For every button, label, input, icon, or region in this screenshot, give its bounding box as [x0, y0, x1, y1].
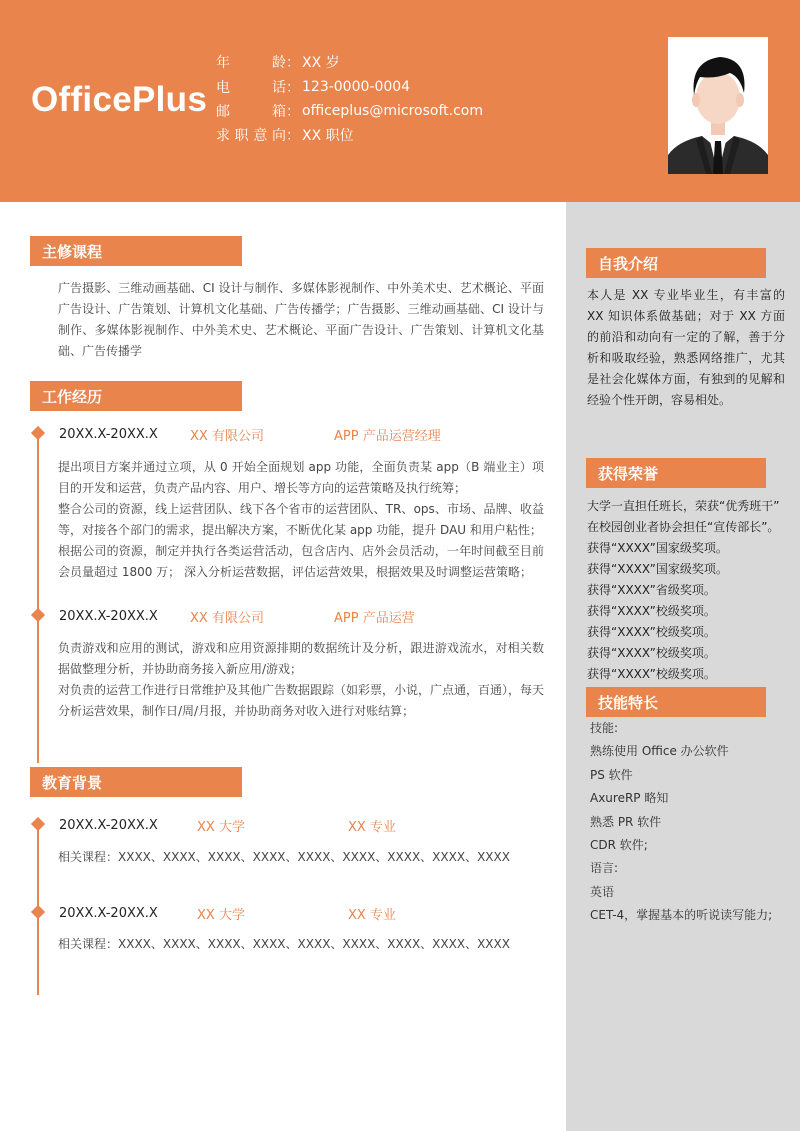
section-title-honors: 获得荣誉 [586, 458, 766, 488]
intro-text: 本人是 XX 专业毕业生，有丰富的 XX 知识体系做基础；对于 XX 方面的前沿和动向有一定的了解，善于分析和吸取经验，熟悉网络推广，尤其是社会化媒体方面，有独到的见解和经验个性开朗，容易相处。 [587, 288, 785, 407]
timeline-diamond-icon [31, 817, 45, 831]
skill-item: PS 软件 [590, 767, 633, 782]
skills-list [590, 717, 795, 928]
info-age-value: XX 岁 [302, 55, 340, 71]
work-line: 整合公司的资源，线上运营团队、线下各个省市的运营团队、TR、ops、市场、品牌、收益等，对接各个部门的需求，提出解决方案，不断优化某 app 功能，提升 DAU 和用户粘性； [58, 502, 544, 537]
honor-item: 大学一直担任班长，荣获“优秀班干” [587, 499, 780, 513]
info-separator: ： [286, 55, 300, 71]
honor-item: 获得“XXXX”国家级奖项。 [587, 562, 728, 576]
info-objective-value: XX 职位 [302, 128, 354, 144]
work-description [58, 638, 544, 722]
honor-item: 获得“XXXX”校级奖项。 [587, 667, 716, 681]
work-company: XX 有限公司 [190, 428, 264, 444]
info-phone [216, 75, 410, 99]
skill-item: CDR 软件; [590, 837, 648, 852]
skill-item: CET-4，掌握基本的听说读写能力; [590, 908, 773, 923]
work-date: 20XX.X-20XX.X [59, 426, 158, 442]
avatar [668, 37, 768, 174]
honor-item: 在校园创业者协会担任“宣传部长”。 [587, 520, 780, 534]
info-email-value: officeplus@microsoft.com [302, 103, 483, 119]
work-company: XX 有限公司 [190, 610, 264, 626]
info-separator: ： [286, 80, 300, 96]
work-line: 根据公司的资源，制定并执行各类运营活动，包含店内、店外会员活动，一年时间截至目前会员量超过 1800 万； 深入分析运营数据，评估运营效果，根据效果及时调整运营策略； [58, 544, 544, 579]
work-description [58, 457, 544, 583]
courses-text: 广告摄影、三维动画基础、CI 设计与制作、多媒体影视制作、中外美术史、艺术概论、平面广告设计、广告策划、计算机文化基础、广告传播学；广告摄影、三维动画基础、CI 设计与制作、多媒体影视制作、中外美术史、艺术概论、平面广告设计、广告策划、计算机文化基础、广告传播学 [58, 281, 544, 358]
education-date: 20XX.X-20XX.X [59, 905, 158, 921]
section-title-education: 教育背景 [30, 767, 242, 797]
education-school: XX 大学 [197, 907, 245, 923]
info-email [216, 99, 483, 123]
info-separator: ： [286, 128, 300, 144]
honor-item: 获得“XXXX”国家级奖项。 [587, 541, 728, 555]
education-entry-header [59, 815, 539, 835]
timeline-diamond-icon [31, 426, 45, 440]
timeline-diamond-icon [31, 608, 45, 622]
avatar-icon [668, 37, 768, 174]
brand-logo: OfficePlus [31, 80, 208, 119]
skill-item: 熟练使用 Office 办公软件 [590, 744, 729, 759]
work-date: 20XX.X-20XX.X [59, 608, 158, 624]
info-age-label: 年龄 [216, 55, 286, 71]
skill-item: 技能: [590, 721, 619, 735]
skill-item: 语言: [590, 861, 619, 876]
honors-list [587, 496, 797, 685]
work-entry-header [59, 606, 539, 626]
info-objective-label: 求职意向 [216, 128, 286, 144]
info-phone-value: 123-0000-0004 [302, 79, 411, 95]
timeline-diamond-icon [31, 905, 45, 919]
education-date: 20XX.X-20XX.X [59, 817, 158, 833]
work-entry-header [59, 424, 539, 444]
section-title-intro: 自我介绍 [586, 248, 766, 278]
education-courses: 相关课程：XXXX、XXXX、XXXX、XXXX、XXXX、XXXX、XXXX、XXXX、XXXX [58, 850, 510, 864]
honor-item: 获得“XXXX”校级奖项。 [587, 625, 716, 639]
honor-item: 获得“XXXX”校级奖项。 [587, 604, 716, 618]
info-email-label: 邮箱 [216, 104, 286, 120]
honor-item: 获得“XXXX”校级奖项。 [587, 646, 716, 660]
skill-item: 英语 [590, 884, 615, 899]
education-major: XX 专业 [348, 907, 396, 923]
header-banner [0, 0, 800, 202]
education-courses: 相关课程：XXXX、XXXX、XXXX、XXXX、XXXX、XXXX、XXXX、XXXX、XXXX [58, 937, 510, 951]
work-line: 对负责的运营工作进行日常维护及其他广告数据跟踪（如彩票，小说，广点通，百通），每天分析运营效果，制作日/周/月报，并协助商务对收入进行对账结算； [58, 683, 545, 718]
info-separator: ： [286, 104, 300, 120]
education-major: XX 专业 [348, 819, 396, 835]
skill-item: 熟悉 PR 软件 [590, 814, 662, 829]
section-title-courses: 主修课程 [30, 236, 242, 266]
honor-item: 获得“XXXX”省级奖项。 [587, 583, 716, 597]
info-phone-label: 电话 [216, 80, 286, 96]
section-title-skills: 技能特长 [586, 687, 766, 717]
skill-item: AxureRP 略知 [590, 791, 669, 806]
work-role: APP 产品运营 [334, 610, 415, 626]
work-line: 负责游戏和应用的测试，游戏和应用资源排期的数据统计及分析，跟进游戏流水，对相关数据做整理分析，并协助商务接入新应用/游戏； [58, 641, 544, 676]
info-age [216, 50, 340, 74]
section-title-work: 工作经历 [30, 381, 242, 411]
work-timeline-line [37, 434, 39, 763]
education-school: XX 大学 [197, 819, 245, 835]
education-entry-header [59, 903, 539, 923]
info-objective [216, 123, 354, 147]
work-role: APP 产品运营经理 [334, 428, 441, 444]
work-line: 提出项目方案并通过立项，从 0 开始全面规划 app 功能，全面负责某 app（B 端业主）项目的开发和运营，负责产品内容、用户、增长等方向的运营策略及执行统筹； [58, 460, 544, 495]
